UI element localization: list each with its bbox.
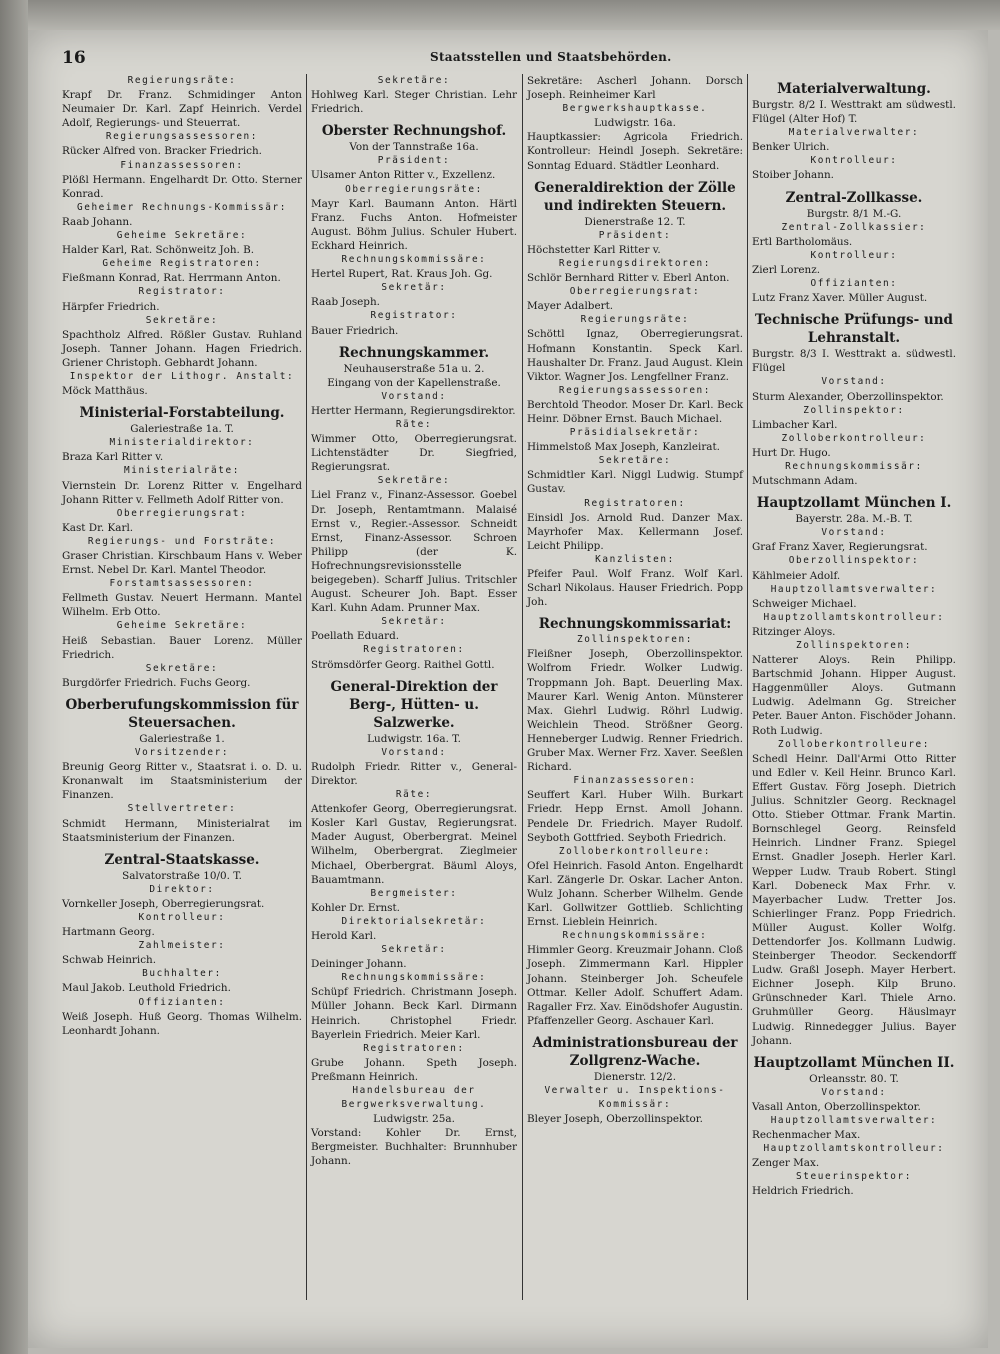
role-heading: Steuerinspektor: bbox=[796, 1171, 912, 1183]
address-line: Bayerstr. 28a. M.-B. T. bbox=[795, 513, 913, 526]
address-line: Ludwigstr. 16a. T. bbox=[367, 732, 461, 745]
address-line: Ludwigstr. 16a. bbox=[594, 117, 676, 130]
entry-paragraph: Natterer Aloys. Rein Philipp. Bartschmid Johann. Hipper August. Haggenmüller Aloys. Gutmann Ludwig. Adelmann Gg. Streicher Peter. Bauer Anton. Fischöder Johann. Roth Ludwig. bbox=[752, 654, 956, 737]
role-heading: Präsident: bbox=[598, 229, 672, 241]
entry-paragraph: Schwab Heinrich. bbox=[62, 954, 157, 967]
entry-paragraph: Bleyer Joseph, Oberzollinspektor. bbox=[527, 1113, 703, 1126]
entry-paragraph: Deininger Johann. bbox=[311, 958, 407, 971]
entry-paragraph: Härpfer Friedrich. bbox=[62, 300, 160, 313]
entry-paragraph: Attenkofer Georg, Oberregierungsrat. Kosler Karl Gustav, Regierungsrat. Mader August, Oberbergrat. Meinel Wilhelm, Oberbergrat. Zieglmeier Michael, Oberbergrat. Bäuml Aloys, Bauamtmann. bbox=[311, 803, 517, 886]
entry-paragraph: Spachtholz Alfred. Rößler Gustav. Ruhland Joseph. Tanner Johann. Hagen Friedrich. Griener Christoph. Gebhardt Johann. bbox=[62, 328, 302, 369]
entry-paragraph: Rechenmacher Max. bbox=[752, 1129, 861, 1142]
role-heading: Kanzlisten: bbox=[595, 553, 675, 565]
role-heading: Registrator: bbox=[138, 286, 226, 298]
role-heading: Räte: bbox=[395, 789, 433, 801]
role-heading: Geheime Registratoren: bbox=[102, 258, 262, 270]
address-line: Dienerstraße 12. T. bbox=[584, 215, 686, 228]
entry-paragraph: Hohlweg Karl. Steger Christian. Lehr Friedrich. bbox=[311, 89, 517, 116]
entry-paragraph: Hertter Hermann, Regierungsdirektor. bbox=[311, 404, 516, 417]
section-heading: Hauptzollamt München II. bbox=[753, 1054, 955, 1071]
entry-paragraph: Mutschmann Adam. bbox=[752, 475, 858, 488]
role-heading: Ministerialräte: bbox=[124, 465, 240, 477]
role-heading: Registrator: bbox=[370, 310, 458, 322]
role-heading: Zollinspektoren: bbox=[577, 634, 693, 646]
role-heading: Bergmeister: bbox=[370, 887, 458, 899]
entry-paragraph: Schöttl Ignaz, Oberregierungsrat. Hofmann Konstantin. Speck Karl. Haushalter Dr. Franz. Jaud August. Klein Viktor. Wagner Jos. Lengfellner Franz. bbox=[527, 328, 743, 383]
role-heading: Sekretäre: bbox=[377, 75, 451, 86]
role-heading: Hauptzollamtsverwalter: bbox=[770, 583, 938, 595]
entry-paragraph: Mayer Adalbert. bbox=[527, 300, 614, 313]
role-heading: Sekretäre: bbox=[145, 662, 219, 674]
role-heading: Zolloberkontrolleure: bbox=[558, 845, 712, 857]
entry-paragraph: Ritzinger Aloys. bbox=[752, 625, 836, 638]
book-binding-edge bbox=[0, 0, 28, 1354]
entry-paragraph: Heldrich Friedrich. bbox=[752, 1185, 854, 1198]
entry-paragraph: Raab Johann. bbox=[62, 215, 133, 228]
role-heading: Oberregierungsräte: bbox=[345, 183, 483, 195]
text-column-2 bbox=[311, 74, 517, 1169]
role-heading: Vorsitzender: bbox=[134, 747, 230, 759]
section-heading: Rechnungskammer. bbox=[338, 344, 490, 361]
section-heading: Hauptzollamt München I. bbox=[756, 495, 952, 512]
section-heading: Materialverwaltung. bbox=[777, 81, 931, 97]
column-rule bbox=[522, 74, 523, 1300]
role-heading: Regierungsräte: bbox=[580, 314, 690, 326]
role-heading: Direktorialsekretär: bbox=[341, 915, 487, 927]
entry-paragraph: Fellmeth Gustav. Neuert Hermann. Mantel Wilhelm. Erb Otto. bbox=[62, 592, 302, 619]
role-heading: Handelsbureau der Bergwerksverwaltung. bbox=[341, 1085, 487, 1111]
role-heading: Räte: bbox=[395, 418, 433, 430]
entry-paragraph: Ulsamer Anton Ritter v., Exzellenz. bbox=[311, 169, 496, 182]
role-heading: Zollinspektoren: bbox=[796, 640, 912, 651]
entry-paragraph: Braza Karl Ritter v. bbox=[62, 451, 164, 464]
address-line: Galeriestraße 1. bbox=[139, 732, 225, 745]
role-heading: Verwalter u. Inspektions-Kommissär: bbox=[544, 1085, 726, 1111]
entry-paragraph: Maul Jakob. Leuthold Friedrich. bbox=[62, 982, 231, 995]
entry-paragraph: Herold Karl. bbox=[311, 929, 377, 942]
role-heading: Finanzassessoren: bbox=[573, 775, 697, 787]
running-title: Staatsstellen und Staatsbehörden. bbox=[430, 50, 672, 64]
role-heading: Vorstand: bbox=[821, 1086, 887, 1098]
entry-paragraph: Raab Joseph. bbox=[311, 296, 380, 309]
text-column-1 bbox=[62, 74, 302, 1038]
entry-paragraph: Hartmann Georg. bbox=[62, 926, 155, 939]
role-heading: Vorstand: bbox=[821, 527, 887, 539]
entry-paragraph: Hurt Dr. Hugo. bbox=[752, 446, 831, 459]
role-heading: Stellvertreter: bbox=[127, 803, 237, 815]
entry-paragraph: Pfeifer Paul. Wolf Franz. Wolf Karl. Scharl Nikolaus. Hauser Friedrich. Popp Joh. bbox=[527, 568, 743, 609]
role-heading: Rechnungskommissäre: bbox=[562, 930, 708, 942]
role-heading: Bergwerkshauptkasse. bbox=[562, 103, 708, 115]
entry-paragraph: Seuffert Karl. Huber Wilh. Burkart Friedr. Hepp Ernst. Amoll Johann. Pendele Dr. Friedrich. Mayer Rudolf. Seyboth Gottfried. Seyboth Friedrich. bbox=[527, 789, 743, 844]
entry-paragraph: Breunig Georg Ritter v., Staatsrat i. o. D. u. Kronanwalt im Staatsministerium der Finanzen. bbox=[62, 761, 302, 802]
entry-paragraph: Grube Johann. Speth Joseph. Preßmann Heinrich. bbox=[311, 1056, 517, 1083]
entry-paragraph: Schmidt Hermann, Ministerialrat im Staatsministerium der Finanzen. bbox=[62, 817, 302, 844]
entry-paragraph: Ofel Heinrich. Fasold Anton. Engelhardt Karl. Zängerle Dr. Oskar. Lacher Anton. Wulz Johann. Scherber Wilhelm. Gende Karl. Gollwitzer Gottlieb. Schlichting Ernst. Lieblein Heinrich. bbox=[527, 859, 743, 929]
entry-paragraph: Weiß Joseph. Huß Georg. Thomas Wilhelm. Leonhardt Johann. bbox=[62, 1010, 302, 1037]
section-heading: Zentral-Staatskasse. bbox=[104, 851, 260, 868]
role-heading: Zolloberkontrolleure: bbox=[777, 738, 931, 750]
role-heading: Regierungsassessoren: bbox=[105, 131, 259, 143]
section-heading: Oberster Rechnungshof. bbox=[321, 123, 507, 140]
role-heading: Kontrolleur: bbox=[138, 911, 226, 923]
entry-paragraph: Viernstein Dr. Lorenz Ritter v. Engelhard Johann Ritter v. Fellmeth Adolf Ritter von. bbox=[62, 479, 302, 506]
text-column-3 bbox=[527, 74, 743, 1126]
section-heading: Administrationsbureau der Zollgrenz-Wache. bbox=[532, 1034, 738, 1069]
entry-paragraph: Himmler Georg. Kreuzmair Johann. Cloß Joseph. Zimmermann Karl. Hippler Johann. Steinberger Joh. Scheufele Ottmar. Keller Adolf. Schuffert Adam. Ragaller Frz. Xav. Einödshofer Augustin. Pfaffenzeller Georg. Aschauer Karl. bbox=[527, 944, 743, 1027]
entry-paragraph: Möck Matthäus. bbox=[62, 385, 148, 398]
entry-paragraph: Schweiger Michael. bbox=[752, 597, 857, 610]
entry-paragraph: Mayr Karl. Baumann Anton. Härtl Franz. Fuchs Anton. Hofmeister August. Böhm Julius. Schuler Hubert. Eckhard Heinrich. bbox=[311, 197, 517, 252]
address-line: Orleansstr. 80. T. bbox=[809, 1072, 899, 1085]
section-heading: Generaldirektion der Zölle und indirekten Steuern. bbox=[534, 179, 736, 214]
entry-paragraph: Rudolph Friedr. Ritter v., General-Direktor. bbox=[311, 760, 517, 787]
address-line: Von der Tannstraße 16a. bbox=[349, 141, 479, 154]
role-heading: Geheimer Rechnungs-Kommissär: bbox=[76, 201, 288, 213]
role-heading: Vorstand: bbox=[381, 390, 447, 402]
entry-paragraph: Schüpf Friedrich. Christmann Joseph. Müller Johann. Beck Karl. Dirmann Heinrich. Christophel Friedr. Bayerlein Friedrich. Meier Karl. bbox=[311, 986, 517, 1041]
entry-paragraph: Vasall Anton, Oberzollinspektor. bbox=[752, 1100, 921, 1113]
entry-paragraph: Einsidl Jos. Arnold Rud. Danzer Max. Mayrhofer Max. Kellermann Josef. Leicht Philipp. bbox=[527, 511, 743, 552]
role-heading: Hauptzollamtsverwalter: bbox=[770, 1115, 938, 1126]
section-heading: Zentral-Zollkasse. bbox=[785, 189, 923, 206]
entry-paragraph: Kählmeier Adolf. bbox=[752, 569, 841, 582]
role-heading: Regierungs- und Forsträte: bbox=[87, 535, 277, 547]
entry-paragraph: Sturm Alexander, Oberzollinspektor. bbox=[752, 390, 944, 403]
role-heading: Präsident: bbox=[377, 155, 451, 167]
entry-paragraph: Berchtold Theodor. Moser Dr. Karl. Beck Heinr. Döbner Ernst. Bauch Michael. bbox=[527, 398, 743, 425]
entry-paragraph: Schmidtler Karl. Niggl Ludwig. Stumpf Gustav. bbox=[527, 469, 743, 496]
entry-paragraph: Burgstr. 8/2 I. Westtrakt am südwestl. Flügel (Alter Hof) T. bbox=[752, 99, 956, 126]
address-line: Salvatorstraße 10/0. T. bbox=[122, 869, 242, 882]
entry-paragraph: Rücker Alfred von. Bracker Friedrich. bbox=[62, 145, 262, 158]
address-line: Dienerstr. 12/2. bbox=[593, 1070, 677, 1083]
section-heading: Oberberufungskommission für Steuersachen. bbox=[65, 696, 299, 731]
role-heading: Vorstand: bbox=[381, 746, 447, 758]
role-heading: Sekretäre: bbox=[377, 475, 451, 487]
entry-paragraph: Graf Franz Xaver, Regierungsrat. bbox=[752, 541, 928, 554]
role-heading: Direktor: bbox=[149, 883, 215, 895]
entry-paragraph: Halder Karl, Rat. Schönweitz Joh. B. bbox=[62, 244, 255, 257]
scan-top-shadow bbox=[0, 0, 1000, 30]
entry-paragraph: Burgstr. 8/3 I. Westtrakt a. südwestl. Flügel bbox=[752, 348, 956, 375]
address-line: Eingang von der Kapellenstraße. bbox=[327, 376, 501, 389]
entry-paragraph: Himmelstoß Max Joseph, Kanzleirat. bbox=[527, 441, 720, 454]
entry-paragraph: Kohler Dr. Ernst. bbox=[311, 901, 400, 914]
entry-paragraph: Graser Christian. Kirschbaum Hans v. Weber Ernst. Nebel Dr. Karl. Mantel Theodor. bbox=[62, 550, 302, 577]
role-heading: Kontrolleur: bbox=[810, 155, 898, 167]
role-heading: Zahlmeister: bbox=[138, 940, 226, 952]
section-heading: Technische Prüfungs- und Lehranstalt. bbox=[755, 312, 953, 347]
entry-paragraph: Krapf Dr. Franz. Schmidinger Anton Neumaier Dr. Karl. Zapf Heinrich. Verdel Adolf, Regierungs- und Steuerrat. bbox=[62, 89, 302, 130]
entry-paragraph: Zierl Lorenz. bbox=[752, 263, 821, 276]
entry-paragraph: Schedl Heinr. Dall'Armi Otto Ritter und Edler v. Keil Heinr. Brunco Karl. Effert Gustav. Förg Joseph. Dietrich Julius. Schnitzler Georg. Recknagel Otto. Stieber Ottmar. Frank Martin. Bornschlegel Georg. Reinsfeld Heinrich. Lindner Franz. Spiegel Ernst. Gnadler Joseph. Herler Karl. Wepper Ludw. Traub Robert. Stingl Karl. Dobeneck Max Frhr. v. Mayerbacher Ludw. Tretter Jos. Schierlinger Franz. Popp Friedrich. Müller August. Koller Wolfg. Dettendorfer Jos. Kollmann Ludwig. Steinberger Theodor. Seckendorff Ludw. Graßl Joseph. Mayer Herbert. Eichner Joseph. Kilp Bruno. Grünschneder Karl. Thiele Arno. Gruhmüller Georg. Häuslmayr Ludwig. Rinnedegger Julius. Bayer Johann. bbox=[752, 752, 956, 1047]
entry-paragraph: Limbacher Karl. bbox=[752, 418, 838, 431]
entry-paragraph: Burgdörfer Friedrich. Fuchs Georg. bbox=[62, 676, 251, 689]
role-heading: Kontrolleur: bbox=[810, 249, 898, 261]
entry-paragraph: Schlör Bernhard Ritter v. Eberl Anton. bbox=[527, 272, 730, 285]
role-heading: Sekretär: bbox=[381, 944, 447, 956]
entry-paragraph: Liel Franz v., Finanz-Assessor. Goebel Dr. Joseph, Rentamtmann. Malaisé Ernst v., Regier.-Assessor. Schneidt Ernst, Finanz-Assessor. Schroen Philipp (der K. Hofrechnungsrevisionsstelle beigegeben). Scharff Julius. Tritschler August. Scheurer Joh. Bapt. Esser Karl. Kuhn Adam. Prunner Max. bbox=[311, 489, 517, 615]
role-heading: Offizianten: bbox=[810, 278, 898, 290]
entry-paragraph: Ertl Bartholomäus. bbox=[752, 235, 853, 248]
address-line: Galeriestraße 1a. T. bbox=[130, 423, 234, 436]
role-heading: Zentral-Zollkassier: bbox=[781, 221, 927, 233]
role-heading: Offizianten: bbox=[138, 996, 226, 1008]
role-heading: Zollinspektor: bbox=[803, 404, 905, 416]
role-heading: Rechnungskommissäre: bbox=[341, 972, 487, 984]
entry-paragraph: Sekretäre: Ascherl Johann. Dorsch Joseph. Reinheimer Karl bbox=[527, 75, 743, 102]
role-heading: Regierungsassessoren: bbox=[558, 384, 712, 396]
entry-paragraph: Vorstand: Kohler Dr. Ernst, Bergmeister. Buchhalter: Brunnhuber Johann. bbox=[311, 1127, 517, 1168]
role-heading: Sekretär: bbox=[381, 282, 447, 294]
role-heading: Sekretäre: bbox=[145, 314, 219, 326]
entry-paragraph: Fießmann Konrad, Rat. Herrmann Anton. bbox=[62, 272, 281, 285]
role-heading: Geheime Sekretäre: bbox=[116, 230, 248, 242]
role-heading: Zolloberkontrolleur: bbox=[781, 432, 927, 444]
entry-paragraph: Benker Ulrich. bbox=[752, 141, 830, 154]
role-heading: Oberzollinspektor: bbox=[788, 555, 920, 567]
role-heading: Regierungsdirektoren: bbox=[558, 257, 712, 269]
entry-paragraph: Lutz Franz Xaver. Müller August. bbox=[752, 292, 928, 305]
role-heading: Sekretäre: bbox=[598, 455, 672, 467]
address-line: Neuhauserstraße 51a u. 2. bbox=[343, 362, 485, 375]
address-line: Ludwigstr. 25a. bbox=[373, 1113, 455, 1126]
column-rule bbox=[747, 74, 748, 1300]
role-heading: Hauptzollamtskontrolleur: bbox=[763, 611, 945, 623]
entry-paragraph: Vornkeller Joseph, Oberregierungsrat. bbox=[62, 897, 265, 910]
entry-paragraph: Zenger Max. bbox=[752, 1157, 820, 1170]
role-heading: Ministerialdirektor: bbox=[109, 437, 255, 449]
role-heading: Registratoren: bbox=[363, 1042, 465, 1054]
role-heading: Geheime Sekretäre: bbox=[116, 620, 248, 632]
entry-paragraph: Plößl Hermann. Engelhardt Dr. Otto. Sterner Konrad. bbox=[62, 173, 302, 200]
entry-paragraph: Bauer Friedrich. bbox=[311, 324, 399, 337]
role-heading: Inspektor der Lithogr. Anstalt: bbox=[69, 370, 295, 382]
address-line: Burgstr. 8/1 M.-G. bbox=[806, 207, 902, 220]
role-heading: Oberregierungsrat: bbox=[116, 507, 248, 519]
role-heading: Materialverwalter: bbox=[788, 127, 920, 139]
page-number: 16 bbox=[62, 48, 86, 68]
column-rule bbox=[306, 74, 307, 1300]
entry-paragraph: Fleißner Joseph, Oberzollinspektor. Wolfrom Friedr. Wolker Ludwig. Troppmann Joh. Bapt. Deuerling Max. Maurer Karl. Wenig Anton. Münsterer Max. Giehrl Ludwig. Röhrl Ludwig. Weichlein Theod. Strößner Georg. Henneberger Ludwig. Renner Friedrich. Gruber Max. Werner Frz. Xaver. Seeßlen Richard. bbox=[527, 648, 743, 774]
role-heading: Sekretär: bbox=[381, 616, 447, 628]
role-heading: Buchhalter: bbox=[142, 968, 222, 980]
role-heading: Finanzassessoren: bbox=[120, 159, 244, 171]
entry-paragraph: Wimmer Otto, Oberregierungsrat. Lichtenstädter Dr. Siegfried, Regierungsrat. bbox=[311, 433, 517, 474]
role-heading: Registratoren: bbox=[584, 497, 686, 509]
entry-paragraph: Kast Dr. Karl. bbox=[62, 521, 134, 534]
entry-paragraph: Hertel Rupert, Rat. Kraus Joh. Gg. bbox=[311, 268, 493, 281]
entry-paragraph: Höchstetter Karl Ritter v. bbox=[527, 243, 661, 256]
entry-paragraph: Stoiber Johann. bbox=[752, 169, 834, 182]
role-heading: Präsidialsekretär: bbox=[569, 427, 701, 439]
entry-paragraph: Heiß Sebastian. Bauer Lorenz. Müller Friedrich. bbox=[62, 634, 302, 661]
role-heading: Regierungsräte: bbox=[127, 75, 237, 86]
role-heading: Vorstand: bbox=[821, 376, 887, 388]
section-heading: General-Direktion der Berg-, Hütten- u. Salzwerke. bbox=[330, 678, 498, 731]
role-heading: Rechnungskommissäre: bbox=[341, 254, 487, 266]
role-heading: Hauptzollamtskontrolleur: bbox=[763, 1143, 945, 1155]
role-heading: Registratoren: bbox=[363, 644, 465, 656]
entry-paragraph: Poellath Eduard. bbox=[311, 630, 400, 643]
role-heading: Oberregierungsrat: bbox=[569, 286, 701, 298]
entry-paragraph: Hauptkassier: Agricola Friedrich. Kontrolleur: Heindl Joseph. Sekretäre: Sonntag Eduard. Städtler Leonhard. bbox=[527, 131, 743, 172]
section-heading: Rechnungskommissariat: bbox=[538, 616, 732, 633]
section-heading: Ministerial-Forstabteilung. bbox=[79, 405, 285, 422]
entry-paragraph: Strömsdörfer Georg. Raithel Gottl. bbox=[311, 658, 495, 671]
role-heading: Forstamtsassessoren: bbox=[109, 578, 255, 590]
role-heading: Rechnungskommissär: bbox=[785, 460, 923, 472]
text-column-4 bbox=[752, 74, 956, 1199]
